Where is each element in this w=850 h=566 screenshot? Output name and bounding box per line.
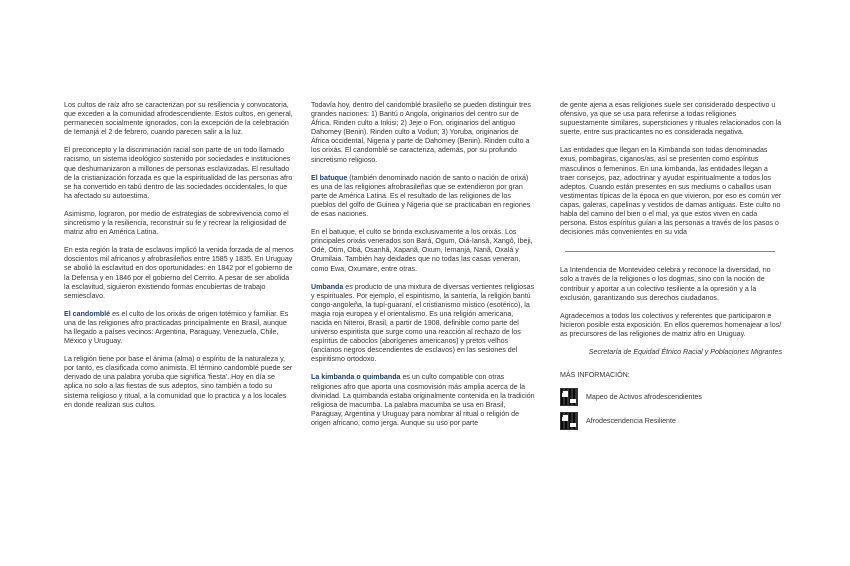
heading-kimbanda: La kimbanda o quimbanda	[311, 373, 401, 382]
paragraph-religion-base: La religión tiene por base el ánima (alma) o espíritu de la naturaleza y, por tanto, es clasificada como animista. El término candomblé puede ser derivado de una palabra yoruba que significa 'fiesta'. Hoy en día se aplica no solo a las fiestas de sus adeptos, sino también a todo su sistema religioso y ritual, a la comunidad que lo practica y a los locales en donde realizan sus cultos.	[64, 355, 293, 409]
paragraph-umbanda	[311, 283, 536, 365]
qr-code-icon	[560, 388, 578, 406]
paragraph-slave-trade: En esta región la trata de esclavos implicó la venida forzada de al menos doscientos mil africanos y afrobrasileños entre 1585 y 1835. En Uruguay se abolió la esclavitud en dos oportunidades: en 1842 por el gobierno de la Defensa y en 1846 por el gobierno del Cerrito. A pesar de ser abolida la esclavitud, siguieron existiendo formas encubiertas de trabajo semiesclavo.	[64, 246, 294, 300]
kimbanda-text: es un culto compatible con otras religiones afro que aporta una cosmovisión más amplia acerca de la divinidad. La quimbanda estaba originalmente contenida en la tradición religiosa de macumba. La palabra macumba se usa en Brasil, Paraguay, Argentina y Uruguay para nombrar al ritual o religión de origen africano, como jerga. Aunque su uso por parte	[311, 373, 535, 427]
column-left	[64, 101, 294, 419]
candomble-text: es el culto de los orixás de origen totémico y familiar. Es una de las religiones afro practicadas principalmente en Brasil, aunque ha llegado a países vecinos: Argentina, Paraguay, Venezuela, Chile, México y Uruguay.	[64, 309, 289, 346]
heading-batuque: El batuque	[311, 173, 348, 182]
column-right	[560, 101, 782, 436]
umbanda-text: es producto de una mixtura de diversas vertientes religiosas y espirituales. Por ejemplo, el espiritismo, la santería, la religión bantú congo-angoleña, la tupí-guaraní, el cristianismo místico (esotérico), la magia roja europea y el orientalismo. Es una religión americana, nacida en Niteroi, Brasil, a partir de 1908, definible como parte del universo espiritista que surge como una reacción al rechazo de los espíritus de caboclos (aborígenes americanos) y pretos velhos (ancianos negros descendientes de esclavos) en las sesiones del espiritismo ortodoxo.	[311, 282, 535, 364]
link-row-mapeo[interactable]	[560, 388, 782, 406]
paragraph-intendencia: La Intendencia de Montevideo celebra y reconoce la diversidad, no solo a través de la religiones o los dogmas, sino con la noción de contribuir y aportar a un colectivo resiliente a la opresión y a la exclusión, garantizando sus derechos ciudadanos.	[560, 266, 771, 302]
paragraph-candomble	[64, 310, 294, 346]
paragraph-kimbanda-cont: de gente ajena a esas religiones suele ser considerado despectivo u ofensivo, ya que se usa para referirse a todas religiones supuestamente similares, supersticiones y rituales relacionados con la suerte, entre sus practicantes no es considerada negativa.	[560, 101, 782, 137]
signature: Secretaría de Equidad Étnico Racial y Poblaciones Migrantes	[588, 347, 782, 356]
link-row-resiliente[interactable]	[560, 412, 782, 430]
paragraph-racism: El preconcepto y la discriminación racial son parte de un todo llamado racismo, un sistema ideológico sostenido por sociedades e instituciones que deshumanizaron a millones de personas esclavizadas. El resultado de la cristianización forzada es que la espiritualidad de las personas afro se ha convertido en tabú dentro de las sociedades occidentales, lo que ha afectado su autoestima.	[64, 146, 293, 200]
paragraph-entities: Las entidades que llegan en la Kimbanda son todas denominadas exus, pombagiras, ciganos/as, así se presenten como espíritus masculinos o femeninos. En una kimbanda, las entidades llegan a traer consejos, paz, adoctrinar y ayudar espiritualmente a todos los adeptos. Cuando están presentes en sus mediums o caballos usan vestimentas típicas de la época en que vivieron, por eso es común ver capas, galeras, capelinas y vestidos de damas antiguas. Este culto no habla del camino del bien o el mal, ya que estos viven en cada persona. Estos espíritus guían a las personas a través de los pasos o decisiones más convenientes en su vida	[560, 146, 782, 237]
heading-candomble: El candomblé	[64, 309, 111, 318]
paragraph-batuque	[311, 174, 536, 219]
link-afrodescendencia-resiliente[interactable]: Afrodescendencia Resiliente	[586, 416, 676, 425]
divider	[565, 251, 775, 252]
paragraph-nations: Todavía hoy, dentro del candomblé brasileño se pueden distinguir tres grandes naciones: 1) Bantú o Angola, originarios del centro sur de África. Rinden culto a Inkisi; 2) Jeje o Fon, originarios del antiguo Dahomey (Benin). Rinden culto a Vodun; 3) Yoruba, originarios de África occidental, Nigeria y parte de Dahomey (Benin). Rinden culto a los orixás. El candomblé se caracteriza, además, por su profundo sincretismo religioso.	[311, 101, 531, 164]
paragraph-syncretism: Asimismo, lograron, por medio de estrategias de sobrevivencia como el sincretismo y la resiliencia, reconstruir su fe y recrear la religiosidad de matriz afro en América Latina.	[64, 209, 289, 237]
batuque-text: (también denominado nación de santo o nación de orixá) es una de las religiones afrobrasileñas que se extendieron por gran parte de América Latina. Es el resultado de las religiones de los pueblos del golfo de Guinea y Nigeria que se practicaban en regiones de esas naciones.	[311, 173, 531, 219]
link-mapeo-activos[interactable]: Mapeo de Activos afrodescendientes	[586, 392, 702, 401]
more-info-label: MÁS INFORMACIÓN:	[560, 371, 630, 380]
paragraph-thanks: Agradecemos a todos los colectivos y referentes que participaron e hicieron posible esta exposición. En ellos queremos homenajear a los/ as precursores de las religiones de matriz afro en Uruguay.	[560, 311, 782, 338]
paragraph-kimbanda	[311, 373, 536, 428]
heading-umbanda: Umbanda	[311, 282, 344, 291]
paragraph-intro: Los cultos de raíz afro se caracterizan por su resiliencia y convocatoria, que exceden a la comunidad afrodescendiente. Estos cultos, en general, permanecen socialmente ignorados, con la excepción de la celebración de Iemanjá el 2 de febrero, cuando parecen salir a la luz.	[64, 101, 293, 137]
paragraph-orixas: En el batuque, el culto se brinda exclusivamente a los orixás. Los principales orixás venerados son Bará, Ogum, Oiá-Iansã, Xangô, Ibeji, Odé, Otim, Obá, Osanhã, Xapanã, Oxum, Iemanjá, Nanã, Oxalá y Orumilaia. También hay deidades que no todas las casas veneran, como Ewa, Oxumare, entre otras.	[311, 228, 533, 273]
column-middle	[311, 101, 536, 437]
qr-code-icon	[560, 412, 578, 430]
